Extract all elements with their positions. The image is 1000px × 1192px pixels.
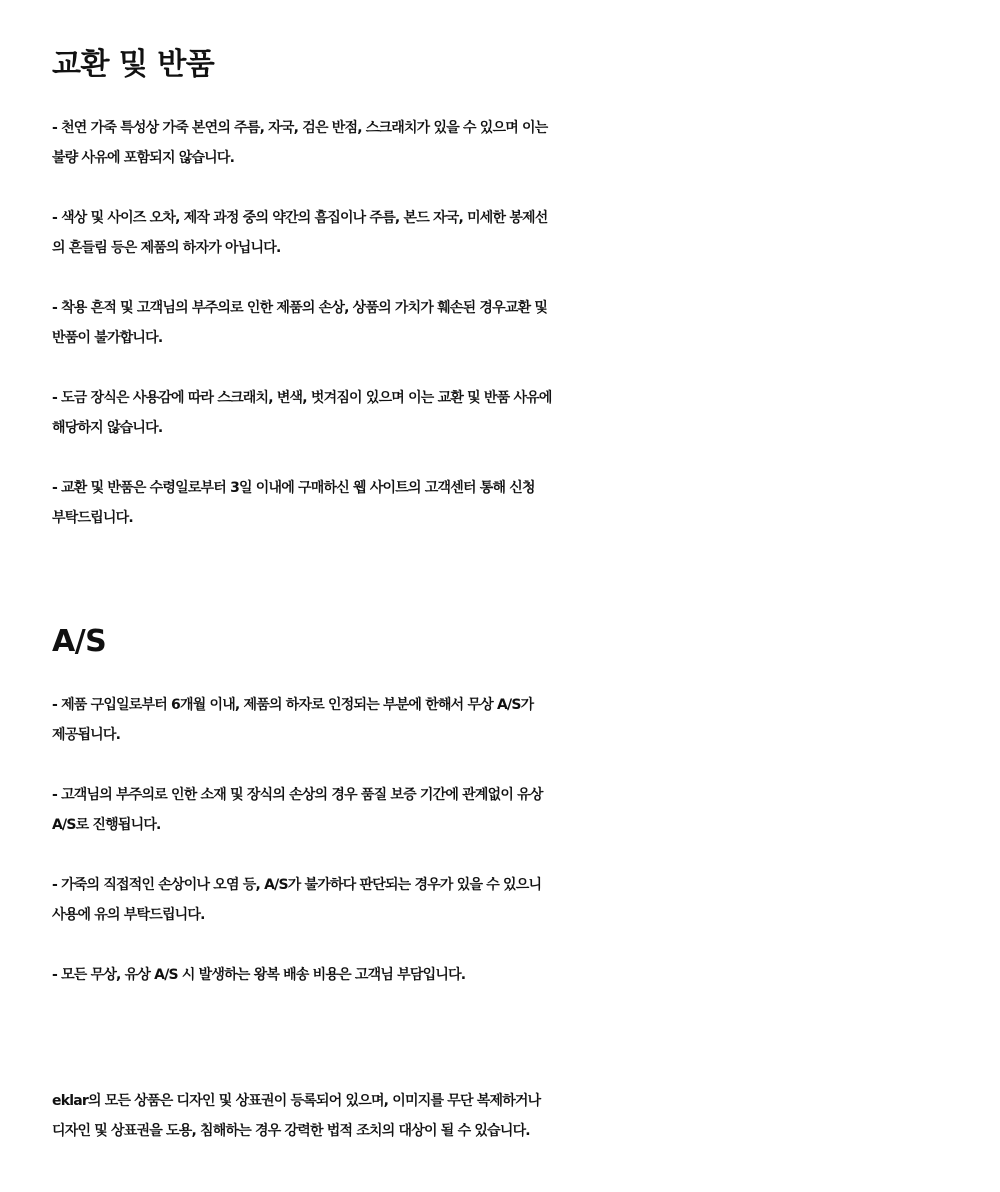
- exchange-paragraph: [52, 383, 962, 443]
- paragraph-line: 해당하지 않습니다.: [52, 420, 163, 436]
- paragraph-line: 의 흔들림 등은 제품의 하자가 아닙니다.: [52, 240, 281, 256]
- paragraph-line: 불량 사유에 포함되지 않습니다.: [52, 150, 235, 166]
- exchange-paragraph: [52, 473, 962, 533]
- paragraph-line: 부탁드립니다.: [52, 510, 133, 526]
- paragraph-line: - 색상 및 사이즈 오차, 제작 과정 중의 약간의 흠집이나 주름, 본드 자국, 미세한 봉제선: [52, 210, 548, 226]
- paragraph-line: 사용에 유의 부탁드립니다.: [52, 907, 205, 923]
- paragraph-line: - 교환 및 반품은 수령일로부터 3일 이내에 구매하신 웹 사이트의 고객센터 통해 신청: [52, 480, 535, 496]
- as-paragraph: [52, 960, 962, 990]
- as-title: A/S: [52, 624, 107, 659]
- paragraph-line: - 도금 장식은 사용감에 따라 스크래치, 변색, 벗겨짐이 있으며 이는 교환 및 반품 사유에: [52, 390, 552, 406]
- paragraph-line: - 가죽의 직접적인 손상이나 오염 등, A/S가 불가하다 판단되는 경우가 있을 수 있으니: [52, 877, 542, 893]
- exchange-return-title: 교환 및 반품: [52, 47, 215, 82]
- notice-line: 디자인 및 상표권을 도용, 침해하는 경우 강력한 법적 조치의 대상이 될 수 있습니다.: [52, 1123, 530, 1139]
- paragraph-line: A/S로 진행됩니다.: [52, 817, 161, 833]
- as-paragraph: [52, 870, 962, 930]
- paragraph-line: - 착용 흔적 및 고객님의 부주의로 인한 제품의 손상, 상품의 가치가 훼손된 경우교환 및: [52, 300, 548, 316]
- paragraph-line: 반품이 불가합니다.: [52, 330, 163, 346]
- exchange-paragraph: [52, 113, 962, 173]
- paragraph-line: 제공됩니다.: [52, 727, 121, 743]
- exchange-paragraph: [52, 203, 962, 263]
- paragraph-line: - 고객님의 부주의로 인한 소재 및 장식의 손상의 경우 품질 보증 기간에 관계없이 유상: [52, 787, 543, 803]
- notice-line: eklar의 모든 상품은 디자인 및 상표권이 등록되어 있으며, 이미지를 무단 복제하거나: [52, 1093, 541, 1109]
- paragraph-line: - 모든 무상, 유상 A/S 시 발생하는 왕복 배송 비용은 고객님 부담입니다.: [52, 967, 466, 983]
- as-paragraph: [52, 690, 962, 750]
- exchange-paragraph: [52, 293, 962, 353]
- paragraph-line: - 천연 가죽 특성상 가죽 본연의 주름, 자국, 검은 반점, 스크래치가 있을 수 있으며 이는: [52, 120, 548, 136]
- paragraph-line: - 제품 구입일로부터 6개월 이내, 제품의 하자로 인정되는 부분에 한해서 무상 A/S가: [52, 697, 534, 713]
- as-paragraph: [52, 780, 962, 840]
- copyright-notice: [52, 1086, 962, 1146]
